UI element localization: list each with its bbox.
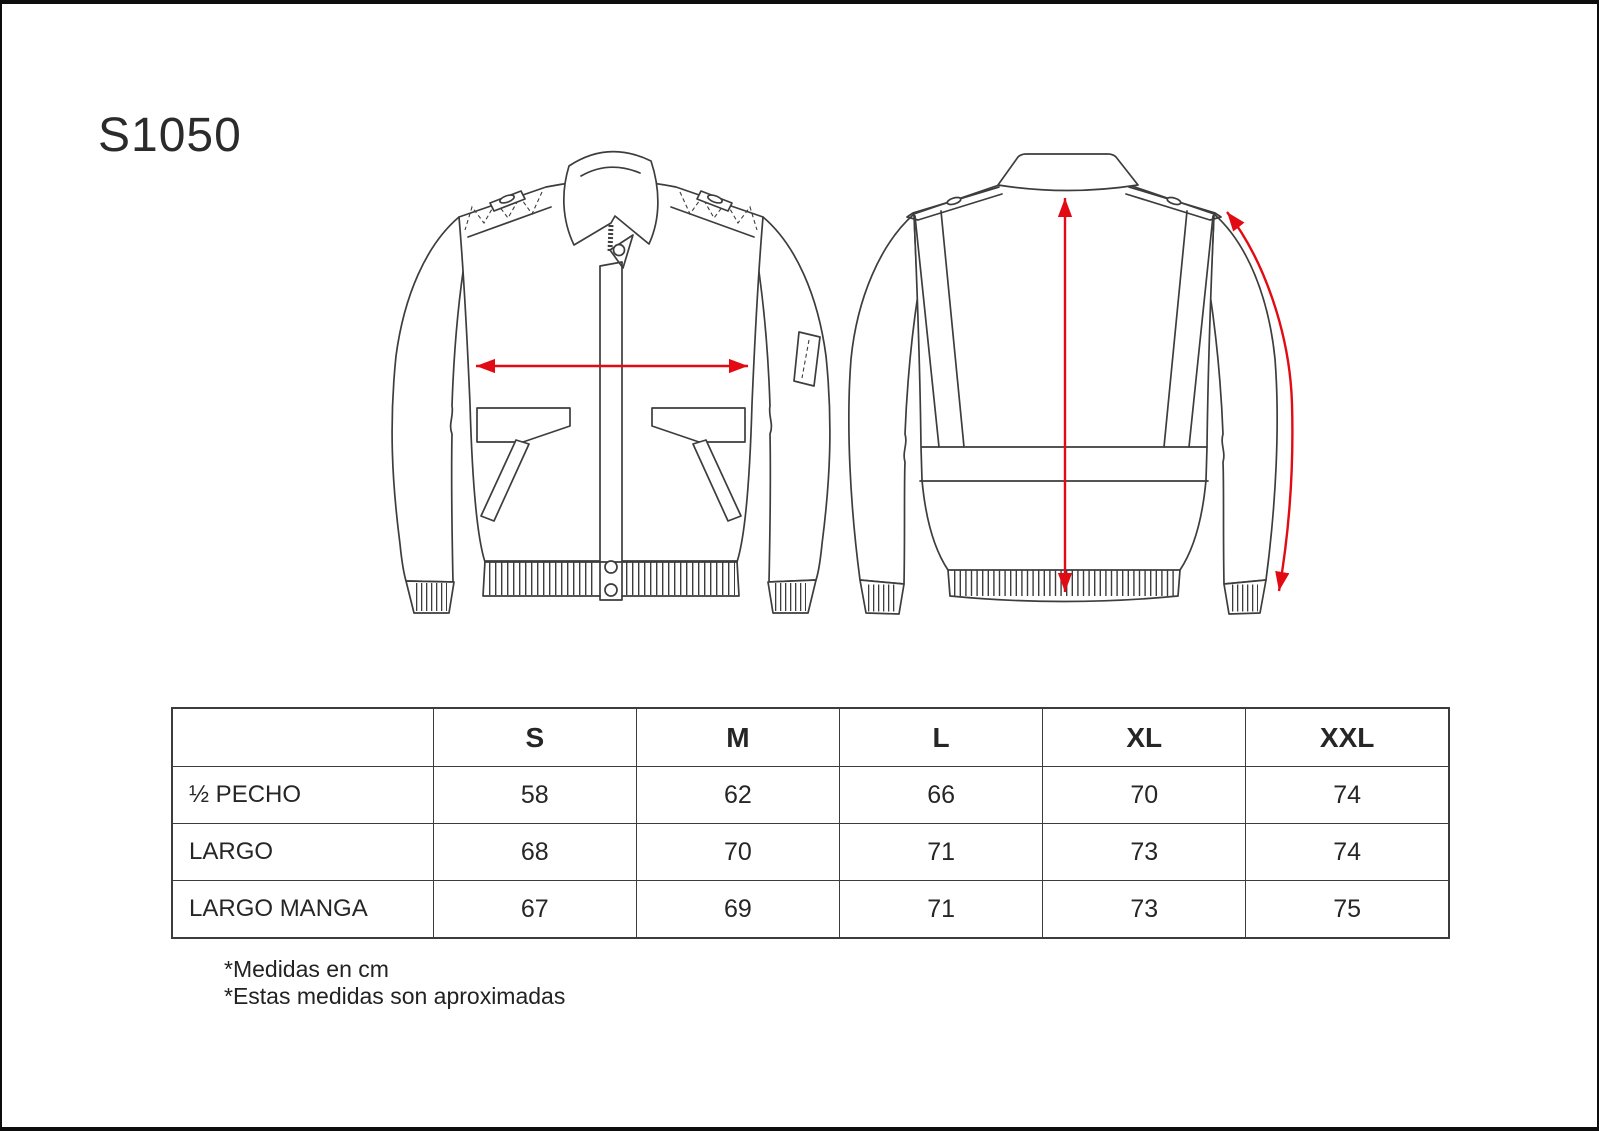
back-collar bbox=[998, 154, 1138, 191]
back-right-sleeve bbox=[1210, 214, 1277, 584]
note-approx: *Estas medidas son aproximadas bbox=[224, 983, 566, 1009]
size-value: 66 bbox=[840, 767, 1043, 824]
measure-label: LARGO bbox=[172, 824, 433, 881]
size-value: 75 bbox=[1246, 881, 1449, 939]
size-col-header-m: M bbox=[636, 708, 839, 767]
size-col-header-xxl: XXL bbox=[1246, 708, 1449, 767]
front-right-sleeve bbox=[754, 217, 830, 582]
table-row-chest bbox=[172, 767, 1449, 824]
size-value: 69 bbox=[636, 881, 839, 939]
size-col-header-xl: XL bbox=[1043, 708, 1246, 767]
size-value: 74 bbox=[1246, 824, 1449, 881]
size-col-header-l: L bbox=[840, 708, 1043, 767]
size-value: 71 bbox=[840, 824, 1043, 881]
front-left-sleeve bbox=[392, 217, 468, 582]
size-value: 67 bbox=[433, 881, 636, 939]
collar-snap bbox=[614, 245, 625, 256]
size-value: 70 bbox=[636, 824, 839, 881]
footnotes bbox=[224, 956, 565, 1010]
size-value: 74 bbox=[1246, 767, 1449, 824]
back-left-cuff bbox=[860, 580, 904, 614]
note-units: *Medidas en cm bbox=[224, 956, 389, 982]
size-value: 73 bbox=[1043, 824, 1246, 881]
measure-label: LARGO MANGA bbox=[172, 881, 433, 939]
table-row-length bbox=[172, 824, 1449, 881]
back-right-cuff bbox=[1224, 580, 1266, 614]
size-col-header-s: S bbox=[433, 708, 636, 767]
page-title: S1050 bbox=[98, 109, 242, 162]
size-table-header-row bbox=[172, 708, 1449, 767]
size-value: 58 bbox=[433, 767, 636, 824]
placket-snap-bottom bbox=[605, 584, 617, 596]
size-value: 68 bbox=[433, 824, 636, 881]
table-row-sleeve-length bbox=[172, 881, 1449, 939]
measure-label: ½ PECHO bbox=[172, 767, 433, 824]
size-value: 70 bbox=[1043, 767, 1246, 824]
size-value: 71 bbox=[840, 881, 1043, 939]
jacket-front-drawing bbox=[362, 129, 862, 629]
placket-snap-top bbox=[605, 561, 617, 573]
size-value: 73 bbox=[1043, 881, 1246, 939]
jacket-back-drawing bbox=[832, 129, 1312, 629]
back-left-sleeve bbox=[849, 214, 918, 584]
size-value: 62 bbox=[636, 767, 839, 824]
corner-cell bbox=[172, 708, 433, 767]
size-table bbox=[171, 707, 1450, 939]
